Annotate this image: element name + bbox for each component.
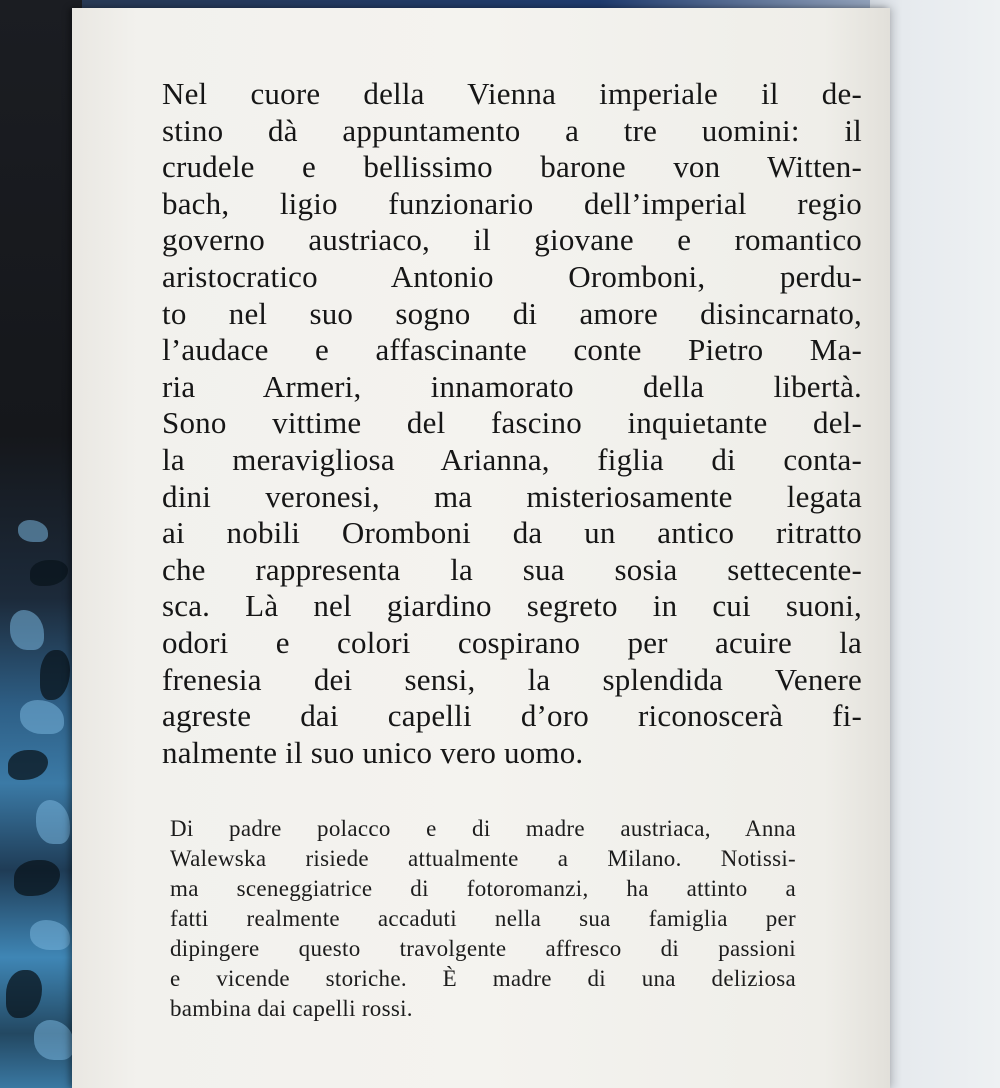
synopsis-line: Nel cuore della Vienna imperiale il de-	[162, 76, 862, 111]
synopsis-line: la meravigliosa Arianna, figlia di conta-	[162, 441, 862, 477]
synopsis-paragraph	[162, 76, 862, 771]
synopsis-line: ria Armeri, innamorato della libertà.	[162, 368, 862, 404]
author-bio-line: fatti realmente accaduti nella sua famiglia per	[170, 906, 796, 931]
synopsis-line: ai nobili Oromboni da un antico ritratto	[162, 515, 862, 551]
synopsis-line: aristocratico Antonio Oromboni, perdu-	[162, 258, 862, 294]
author-bio-paragraph	[170, 814, 796, 1024]
book-flap-page	[72, 8, 890, 1088]
author-bio-line: Di padre polacco e di madre austriaca, Anna	[170, 816, 796, 841]
author-bio-line: Walewska risiede attualmente a Milano. Notissi-	[170, 846, 796, 871]
author-bio-line: bambina dai capelli rossi.	[170, 996, 413, 1021]
synopsis-line: dini veronesi, ma misteriosamente legata	[162, 478, 862, 514]
synopsis-line: bach, ligio funzionario dell’imperial regio	[162, 185, 862, 221]
book-cover-edge	[0, 0, 82, 1088]
synopsis-line: sca. Là nel giardino segreto in cui suoni,	[162, 588, 862, 624]
author-bio-line: e vicende storiche. È madre di una deliziosa	[170, 966, 796, 991]
author-bio-line: ma sceneggiatrice di fotoromanzi, ha attinto a	[170, 876, 796, 901]
synopsis-line: governo austriaco, il giovane e romantico	[162, 222, 862, 258]
synopsis-line: agreste dai capelli d’oro riconoscerà fi-	[162, 698, 862, 734]
author-bio-line: dipingere questo travolgente affresco di passioni	[170, 936, 796, 961]
synopsis-line: nalmente il suo unico vero uomo.	[162, 734, 584, 770]
synopsis-line: l’audace e affascinante conte Pietro Ma-	[162, 332, 862, 368]
synopsis-line: Sono vittime del fascino inquietante del-	[162, 405, 862, 441]
synopsis-line: che rappresenta la sua sosia settecente-	[162, 551, 862, 587]
synopsis-line: crudele e bellissimo barone von Witten-	[162, 149, 862, 185]
synopsis-line: to nel suo sogno di amore disincarnato,	[162, 295, 862, 331]
synopsis-line: stino dà appuntamento a tre uomini: il	[162, 112, 862, 148]
synopsis-line: odori e colori cospirano per acuire la	[162, 624, 862, 660]
synopsis-line: frenesia dei sensi, la splendida Venere	[162, 661, 862, 697]
